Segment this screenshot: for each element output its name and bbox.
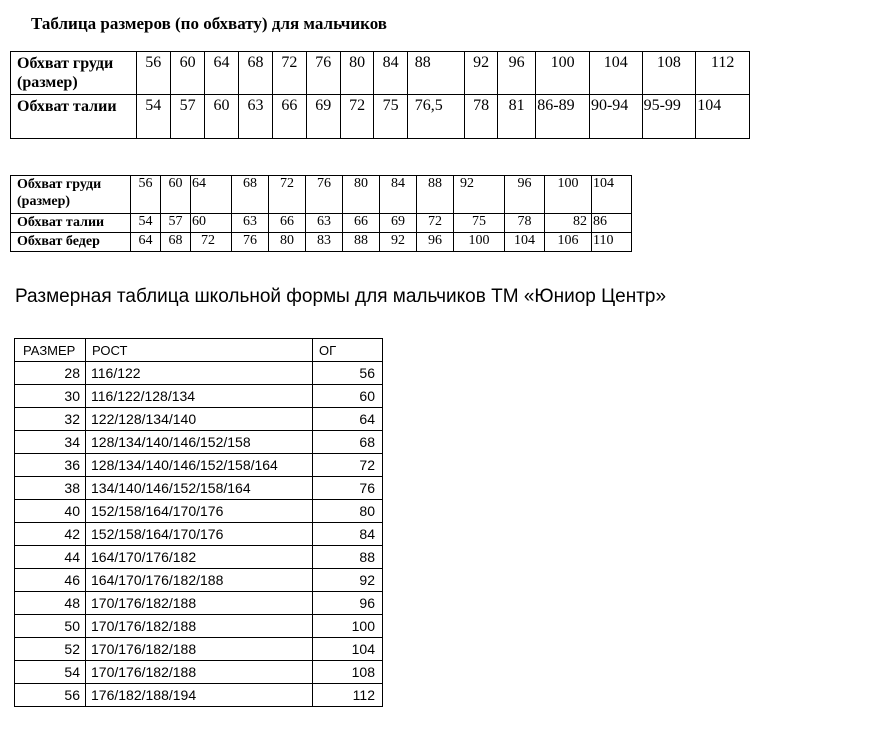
size-table-title: Таблица размеров (по обхвату) для мальчиков xyxy=(31,14,387,33)
table-cell: 92 xyxy=(465,52,497,95)
table-row xyxy=(15,615,383,638)
cell-height: 116/122 xyxy=(86,362,313,385)
table-cell: 54 xyxy=(131,214,161,233)
cell-height: 116/122/128/134 xyxy=(86,385,313,408)
table-cell: 63 xyxy=(232,214,269,233)
cell-height: 170/176/182/188 xyxy=(86,592,313,615)
table-cell: 66 xyxy=(343,214,380,233)
cell-height: 128/134/140/146/152/158 xyxy=(86,431,313,454)
table-cell: 100 xyxy=(545,176,592,214)
table-cell: 86 xyxy=(592,214,632,233)
table-cell: 81 xyxy=(497,95,535,139)
cell-chest: 76 xyxy=(313,477,383,500)
table-cell: 92 xyxy=(454,176,505,214)
uniform-size-table xyxy=(14,338,383,707)
table-row xyxy=(15,569,383,592)
cell-size: 48 xyxy=(15,592,86,615)
table-cell: 80 xyxy=(269,233,306,252)
cell-chest: 84 xyxy=(313,523,383,546)
table-cell: 68 xyxy=(161,233,191,252)
cell-height: 170/176/182/188 xyxy=(86,615,313,638)
table-cell: 72 xyxy=(191,233,232,252)
table-cell: 69 xyxy=(380,214,417,233)
table-cell: 104 xyxy=(696,95,750,139)
table-cell: 60 xyxy=(170,52,204,95)
table-cell: 76,5 xyxy=(407,95,465,139)
cell-chest: 100 xyxy=(313,615,383,638)
table-cell: 72 xyxy=(269,176,306,214)
table-row xyxy=(11,214,632,233)
cell-chest: 68 xyxy=(313,431,383,454)
cell-size: 44 xyxy=(15,546,86,569)
table-cell: 88 xyxy=(407,52,465,95)
cell-size: 32 xyxy=(15,408,86,431)
size-table-girth-hips xyxy=(10,175,632,252)
size-table-girth xyxy=(10,51,750,139)
table-cell: 64 xyxy=(191,176,232,214)
cell-size: 36 xyxy=(15,454,86,477)
table-row xyxy=(15,661,383,684)
cell-height: 152/158/164/170/176 xyxy=(86,523,313,546)
cell-chest: 92 xyxy=(313,569,383,592)
table-cell: 57 xyxy=(161,214,191,233)
table-cell: 83 xyxy=(306,233,343,252)
table-cell: 100 xyxy=(454,233,505,252)
table-cell: 82 xyxy=(545,214,592,233)
cell-chest: 112 xyxy=(313,684,383,707)
cell-chest: 88 xyxy=(313,546,383,569)
cell-chest: 108 xyxy=(313,661,383,684)
table-row xyxy=(15,638,383,661)
table-cell: 66 xyxy=(273,95,306,139)
table-row xyxy=(15,431,383,454)
table-cell: 88 xyxy=(417,176,454,214)
table-cell: 72 xyxy=(340,95,373,139)
table-cell: 104 xyxy=(592,176,632,214)
table-cell: 64 xyxy=(131,233,161,252)
cell-size: 30 xyxy=(15,385,86,408)
table-row xyxy=(11,95,750,139)
column-header-height: РОСТ xyxy=(86,339,313,362)
table-cell: 112 xyxy=(696,52,750,95)
table-cell: 75 xyxy=(454,214,505,233)
table-cell: 106 xyxy=(545,233,592,252)
table-cell: 86-89 xyxy=(536,95,590,139)
cell-height: 164/170/176/182/188 xyxy=(86,569,313,592)
table-cell: 56 xyxy=(131,176,161,214)
table-cell: 69 xyxy=(306,95,340,139)
table-cell: 92 xyxy=(380,233,417,252)
table-cell: 96 xyxy=(417,233,454,252)
table-cell: 108 xyxy=(642,52,696,95)
table-cell: 76 xyxy=(306,176,343,214)
table-row xyxy=(11,52,750,95)
cell-size: 52 xyxy=(15,638,86,661)
table-cell: 78 xyxy=(505,214,545,233)
table-cell: 68 xyxy=(238,52,272,95)
cell-chest: 72 xyxy=(313,454,383,477)
table-cell: 104 xyxy=(505,233,545,252)
table-cell: 80 xyxy=(340,52,373,95)
table-cell: 60 xyxy=(205,95,238,139)
cell-height: 134/140/146/152/158/164 xyxy=(86,477,313,500)
table-cell: 76 xyxy=(232,233,269,252)
table-cell: 88 xyxy=(343,233,380,252)
table-cell: 57 xyxy=(170,95,204,139)
table-cell: 84 xyxy=(380,176,417,214)
table-row xyxy=(15,523,383,546)
table-cell: 72 xyxy=(417,214,454,233)
table-cell: 63 xyxy=(306,214,343,233)
table-cell: 60 xyxy=(161,176,191,214)
table-row xyxy=(15,454,383,477)
table-cell: 96 xyxy=(497,52,535,95)
table-cell: 95-99 xyxy=(642,95,696,139)
cell-size: 38 xyxy=(15,477,86,500)
row-label-waist: Обхват талии xyxy=(11,95,137,139)
table-cell: 96 xyxy=(505,176,545,214)
table-header-row xyxy=(15,339,383,362)
cell-size: 50 xyxy=(15,615,86,638)
table-row xyxy=(11,176,632,214)
row-label-chest: Обхват груди (размер) xyxy=(11,52,137,95)
table-row xyxy=(15,546,383,569)
cell-size: 46 xyxy=(15,569,86,592)
table-cell: 100 xyxy=(536,52,590,95)
cell-size: 28 xyxy=(15,362,86,385)
cell-chest: 80 xyxy=(313,500,383,523)
table-row xyxy=(15,684,383,707)
table-cell: 80 xyxy=(343,176,380,214)
table-cell: 64 xyxy=(205,52,238,95)
table-cell: 75 xyxy=(374,95,407,139)
table-cell: 60 xyxy=(191,214,232,233)
cell-chest: 60 xyxy=(313,385,383,408)
cell-size: 54 xyxy=(15,661,86,684)
cell-size: 34 xyxy=(15,431,86,454)
cell-height: 122/128/134/140 xyxy=(86,408,313,431)
cell-height: 152/158/164/170/176 xyxy=(86,500,313,523)
cell-size: 56 xyxy=(15,684,86,707)
table-cell: 54 xyxy=(136,95,170,139)
cell-chest: 56 xyxy=(313,362,383,385)
cell-size: 40 xyxy=(15,500,86,523)
cell-height: 170/176/182/188 xyxy=(86,638,313,661)
row-label-chest: Обхват груди (размер) xyxy=(11,176,131,214)
cell-chest: 64 xyxy=(313,408,383,431)
table-row xyxy=(15,362,383,385)
table-row xyxy=(15,385,383,408)
cell-height: 164/170/176/182 xyxy=(86,546,313,569)
cell-height: 170/176/182/188 xyxy=(86,661,313,684)
table-row xyxy=(15,592,383,615)
cell-height: 176/182/188/194 xyxy=(86,684,313,707)
uniform-size-table-title: Размерная таблица школьной формы для мальчиков ТМ «Юниор Центр» xyxy=(15,286,667,307)
cell-chest: 96 xyxy=(313,592,383,615)
row-label-hips: Обхват бедер xyxy=(11,233,131,252)
table-cell: 78 xyxy=(465,95,497,139)
table-cell: 72 xyxy=(273,52,306,95)
table-cell: 90-94 xyxy=(589,95,642,139)
cell-chest: 104 xyxy=(313,638,383,661)
table-cell: 56 xyxy=(136,52,170,95)
table-row xyxy=(15,408,383,431)
table-row xyxy=(15,500,383,523)
cell-size: 42 xyxy=(15,523,86,546)
table-cell: 68 xyxy=(232,176,269,214)
row-label-waist: Обхват талии xyxy=(11,214,131,233)
table-cell: 104 xyxy=(589,52,642,95)
cell-height: 128/134/140/146/152/158/164 xyxy=(86,454,313,477)
column-header-chest: ОГ xyxy=(313,339,383,362)
table-row xyxy=(11,233,632,252)
column-header-size: РАЗМЕР xyxy=(15,339,86,362)
table-cell: 84 xyxy=(374,52,407,95)
table-cell: 66 xyxy=(269,214,306,233)
table-cell: 63 xyxy=(238,95,272,139)
table-cell: 76 xyxy=(306,52,340,95)
table-row xyxy=(15,477,383,500)
table-cell: 110 xyxy=(592,233,632,252)
